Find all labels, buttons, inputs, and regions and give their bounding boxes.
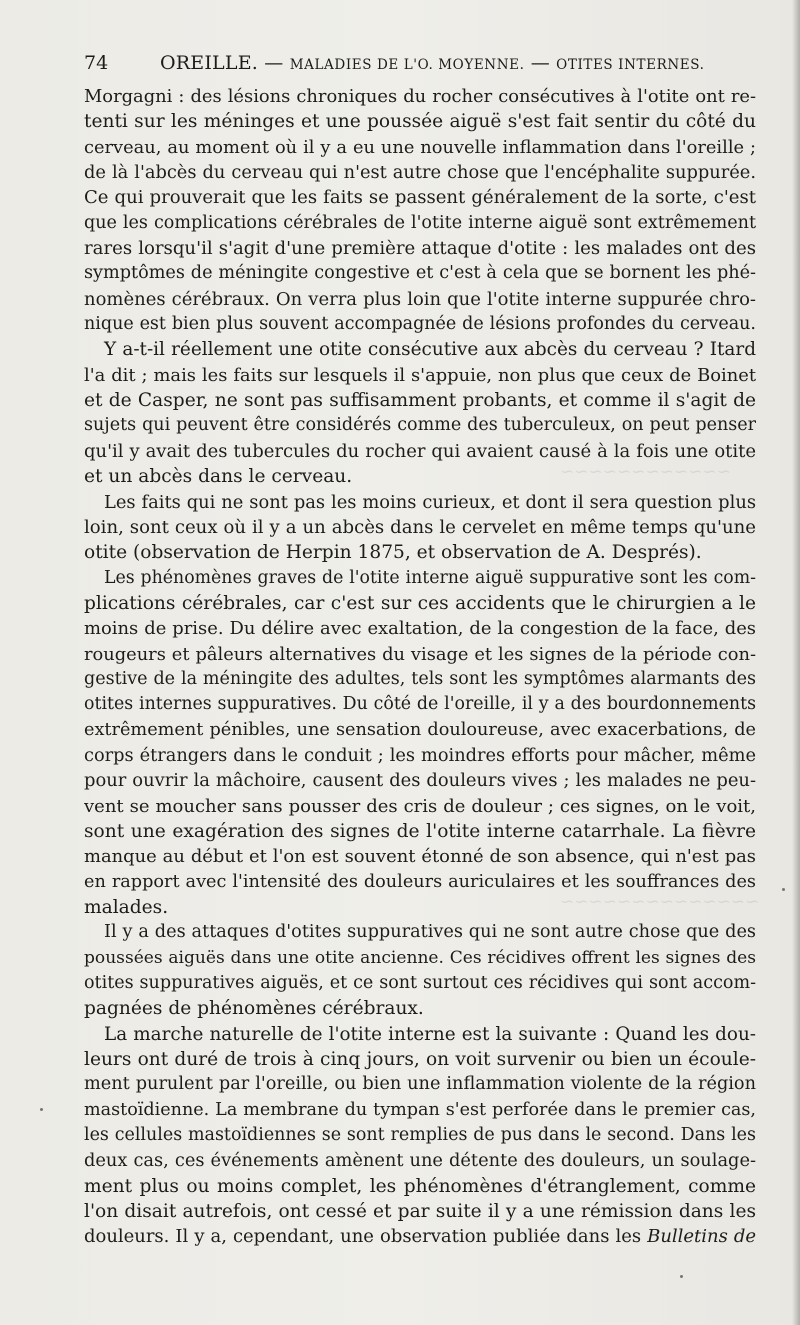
text-line: l'on disait autrefois, ont cessé et par suite il y a une rémission dans les <box>84 1201 756 1223</box>
text-line: gestive de la méningite des adultes, tels sont les symptômes alarmants des <box>84 668 756 689</box>
text-line: La marche naturelle de l'otite interne est la suivante : Quand les dou- <box>104 1023 756 1045</box>
text-line: otite (observation de Herpin 1875, et observation de A. Després). <box>84 542 702 564</box>
text-line: sont une exagération des signes de l'otite interne catarrhale. La fièvre <box>84 820 756 842</box>
text-line: symptômes de méningite congestive et c'est à cela que se bornent les phé- <box>84 263 756 284</box>
text-line: poussées aiguës dans une otite ancienne. Ces récidives offrent les signes des <box>84 947 756 968</box>
text-line: corps étrangers dans le conduit ; les moindres efforts pour mâcher, même <box>84 744 756 766</box>
text-line: malades. <box>84 897 169 918</box>
speck <box>680 1275 683 1278</box>
header-section-2: OTITES INTERNES. <box>556 57 705 73</box>
text-line: Il y a des attaques d'otites suppuratives qui ne sont autre chose que des <box>104 922 756 943</box>
text-line: tenti sur les méninges et une poussée aiguë s'est fait sentir du côté du <box>84 111 756 133</box>
text-line: otites suppuratives aiguës, et ce sont surtout ces récidives qui sont accom- <box>84 973 756 994</box>
header-section-1: MALADIES DE L'O. MOYENNE. <box>289 57 525 73</box>
text-line: rares lorsqu'il s'agit d'une première attaque d'otite : les malades ont des <box>84 238 756 260</box>
text-line: nomènes cérébraux. On verra plus loin que l'otite interne suppurée chro- <box>84 288 756 310</box>
text-line: rougeurs et pâleurs alternatives du visage et les signes de la période con- <box>84 643 756 665</box>
bleed-through-mark: ~~~~~~~~~~~~ <box>560 462 731 482</box>
italic-title: Bulletins de <box>647 1226 756 1248</box>
text-line: otites internes suppuratives. Du côté de l'oreille, il y a des bourdonnements <box>84 694 756 715</box>
text-line: pour ouvrir la mâchoire, causent des douleurs vives ; les malades ne peu- <box>84 770 756 792</box>
text-line: mastoïdienne. La membrane du tympan s'est perforée dans le premier cas, <box>84 1099 756 1120</box>
text-line: Les phénomènes graves de l'otite interne aiguë suppurative sont les com- <box>104 567 756 588</box>
text-line: nique est bien plus souvent accompagnée de lésions profondes du cerveau. <box>84 314 756 335</box>
text-line: Ce qui prouverait que les faits se passent généralement de la sorte, c'est <box>84 187 756 209</box>
running-header <box>84 50 760 76</box>
text-line: que les complications cérébrales de l'otite interne aiguë sont extrêmement <box>84 212 756 233</box>
page-edge-shadow <box>792 0 800 1325</box>
text-line: ment plus ou moins complet, les phénomènes d'étranglement, comme <box>84 1175 756 1197</box>
text-line: ment purulent par l'oreille, ou bien une inflammation violente de la région <box>84 1074 756 1095</box>
text-line: Morgagni : des lésions chroniques du rocher consécutives à l'otite ont re- <box>84 86 756 107</box>
text-line: les cellules mastoïdiennes se sont remplies de pus dans le second. Dans les <box>84 1125 756 1146</box>
text-line: cerveau, au moment où il y a eu une nouvelle inflammation dans l'oreille ; <box>84 136 756 158</box>
text-line: Y a-t-il réellement une otite consécutive aux abcès du cerveau ? Itard <box>104 339 756 361</box>
body-text <box>84 84 756 1250</box>
text-line: vent se moucher sans pousser des cris de douleur ; ces signes, on le voit, <box>84 795 756 817</box>
speck <box>782 888 785 891</box>
text-line: de là l'abcès du cerveau qui n'est autre chose que l'encéphalite suppurée. <box>84 162 756 184</box>
text-line: deux cas, ces événements amènent une détente des douleurs, un soulage- <box>84 1150 756 1172</box>
text-line: pagnées de phénomènes cérébraux. <box>84 998 424 1020</box>
bleed-through-mark: ~~~~~~~~~~~~~~ <box>560 892 760 912</box>
text-line: et un abcès dans le cerveau. <box>84 466 353 488</box>
running-title: OREILLE. — MALADIES DE L'O. MOYENNE. — OTITES INTERNES. <box>160 52 705 74</box>
text-line: loin, sont ceux où il y a un abcès dans le cervelet en même temps qu'une <box>84 516 756 538</box>
page-number: 74 <box>84 52 109 74</box>
text-line: qu'il y avait des tubercules du rocher qui avaient causé à la fois une otite <box>84 440 756 462</box>
header-title-main: OREILLE. <box>160 52 259 74</box>
text-line: leurs ont duré de trois à cinq jours, on voit survenir ou bien un écoule- <box>84 1049 756 1071</box>
text-line: en rapport avec l'intensité des douleurs auriculaires et les souffrances des <box>84 871 756 892</box>
text-line: manque au début et l'on est souvent étonné de son absence, qui n'est pas <box>84 846 756 868</box>
text-line: douleurs. Il y a, cependant, une observation publiée dans les Bulletins de <box>84 1226 756 1248</box>
text-line: sujets qui peuvent être considérés comme des tuberculeux, on peut penser <box>84 415 756 436</box>
speck <box>40 1108 43 1111</box>
text-line: et de Casper, ne sont pas suffisamment probants, et comme il s'agit de <box>84 390 756 412</box>
text-line: l'a dit ; mais les faits sur lesquels il s'appuie, non plus que ceux de Boinet <box>84 364 756 386</box>
text-line: moins de prise. Du délire avec exaltation, de la congestion de la face, des <box>84 618 756 640</box>
text-line: plications cérébrales, car c'est sur ces accidents que le chirurgien a le <box>84 592 756 614</box>
text-line: extrêmement pénibles, une sensation douloureuse, avec exacerbations, de <box>84 719 756 740</box>
text-line: Les faits qui ne sont pas les moins curieux, et dont il sera question plus <box>104 491 756 513</box>
